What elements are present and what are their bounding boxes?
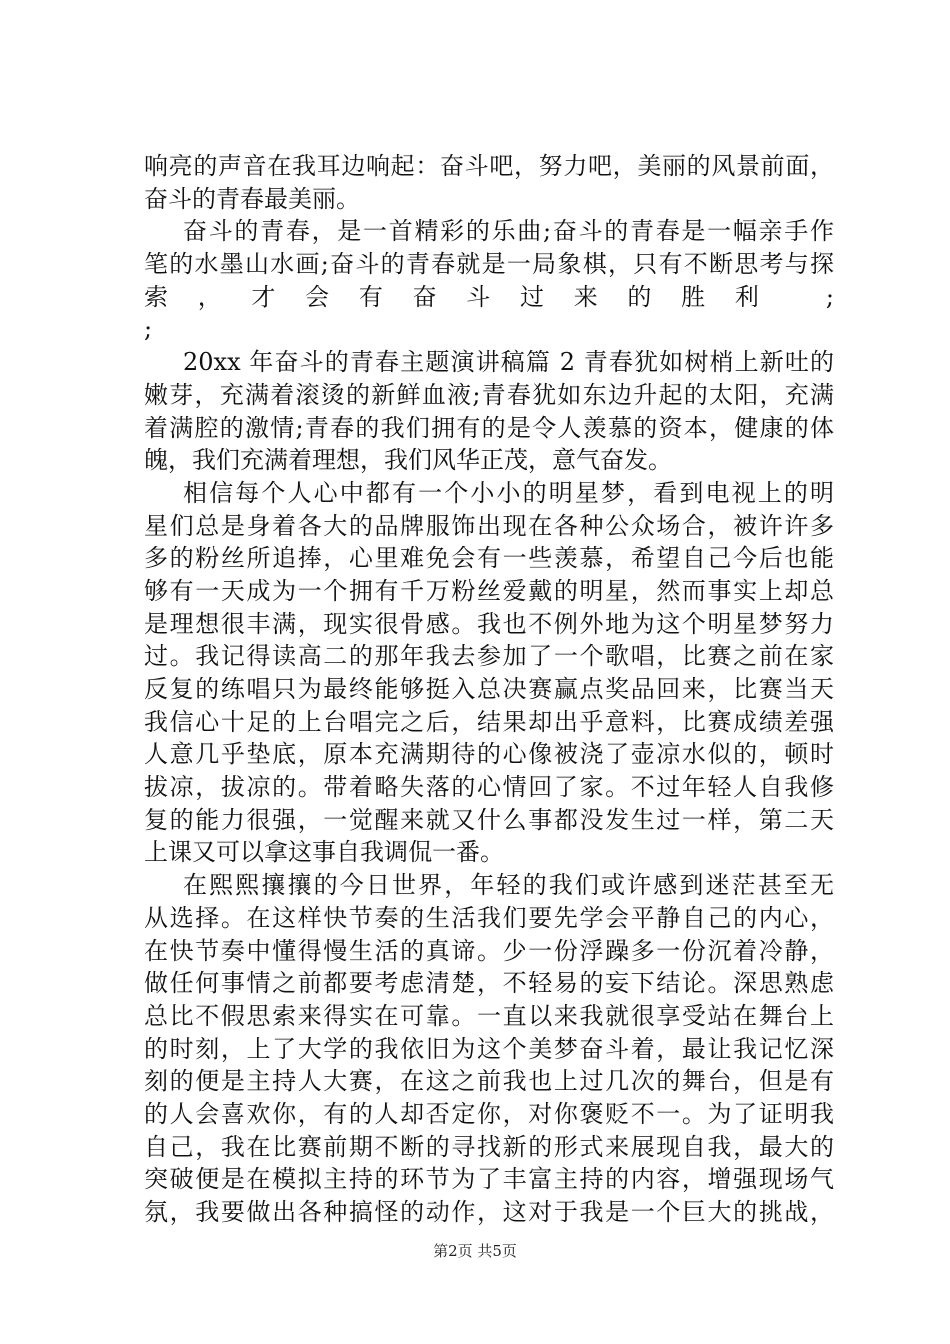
paragraph-start-line: 奋斗的青春，是一首精彩的乐曲;奋斗的青春是一幅亲手作 [183,217,834,246]
text-line: 我信心十足的上台唱完之后，结果却出乎意料，比赛成绩差强 [144,707,834,736]
text-line: 够有一天成为一个拥有千万粉丝爱戴的明星，然而事实上却总 [144,576,834,605]
text-line: 复的能力很强，一觉醒来就又什么事都没发生过一样，第二天 [144,805,834,834]
text-line: 魄，我们充满着理想，我们风华正茂，意气奋发。 [144,446,672,475]
text-line: 响亮的声音在我耳边响起：奋斗吧，努力吧，美丽的风景前面， [144,152,834,180]
text-line: 人意几乎垫底，原本充满期待的心像被浇了壶凉水似的，顿时 [144,740,834,769]
text-line: 在快节奏中懂得慢生活的真谛。少一份浮躁多一份沉着冷静， [144,936,834,965]
text-line: 氛，我要做出各种搞怪的动作，这对于我是一个巨大的挑战， [144,1198,834,1226]
text-line: 着满腔的激情;青春的我们拥有的是令人羡慕的资本，健康的体 [144,413,834,442]
text-line: 做任何事情之前都要考虑清楚，不轻易的妄下结论。深思熟虑 [144,969,834,998]
page-number-footer: 第2页 共5页 [433,1242,517,1260]
text-line: 反复的练唱只为最终能够挺入总决赛赢点奖品回来，比赛当天 [144,675,834,703]
text-line: 从选择。在这样快节奏的生活我们要先学会平静自己的内心， [144,903,834,932]
text-line: 嫩芽，充满着滚烫的新鲜血液;青春犹如东边升起的太阳，充满 [144,380,834,409]
text-line: ; [144,315,153,344]
text-line: 刻的便是主持人大赛，在这之前我也上过几次的舞台，但是有 [144,1067,834,1096]
text-line: 突破便是在模拟主持的环节为了丰富主持的内容，增强现场气 [144,1165,834,1194]
paragraph-start-line: 在熙熙攘攘的今日世界，年轻的我们或许感到迷茫甚至无 [183,871,834,900]
text-line: 的时刻，上了大学的我依旧为这个美梦奋斗着，最让我记忆深 [144,1034,834,1063]
text-line: 上课又可以拿这事自我调侃一番。 [144,838,504,867]
text-line: 的人会喜欢你，有的人却否定你，对你褒贬不一。为了证明我 [144,1099,834,1128]
text-line: 拔凉，拔凉的。带着略失落的心情回了家。不过年轻人自我修 [144,773,834,802]
text-line: 笔的水墨山水画;奋斗的青春就是一局象棋，只有不断思考与探 [144,250,834,279]
text-line: 多的粉丝所追捧，心里难免会有一些羡慕，希望自己今后也能 [144,544,834,573]
text-line: 奋斗的青春最美丽。 [144,184,360,213]
text-line: 自己，我在比赛前期不断的寻找新的形式来展现自我，最大的 [144,1132,834,1161]
paragraph-start-line: 相信每个人心中都有一个小小的明星梦，看到电视上的明 [183,478,834,507]
text-line: 总比不假思索来得实在可靠。一直以来我就很享受站在舞台上 [144,1001,834,1030]
paragraph-start-line: 20xx 年奋斗的青春主题演讲稿篇 2 青春犹如树梢上新吐的 [183,348,834,377]
text-line: 星们总是身着各大的品牌服饰出现在各种公众场合，被许许多 [144,511,834,540]
text-line: 是理想很丰满，现实很骨感。我也不例外地为这个明星梦努力 [144,609,834,638]
document-body [144,150,834,1229]
text-line: 过。我记得读高二的那年我去参加了一个歌唱，比赛之前在家 [144,642,834,671]
text-line: 索，才会有奋斗过来的胜利 ; [144,282,834,311]
